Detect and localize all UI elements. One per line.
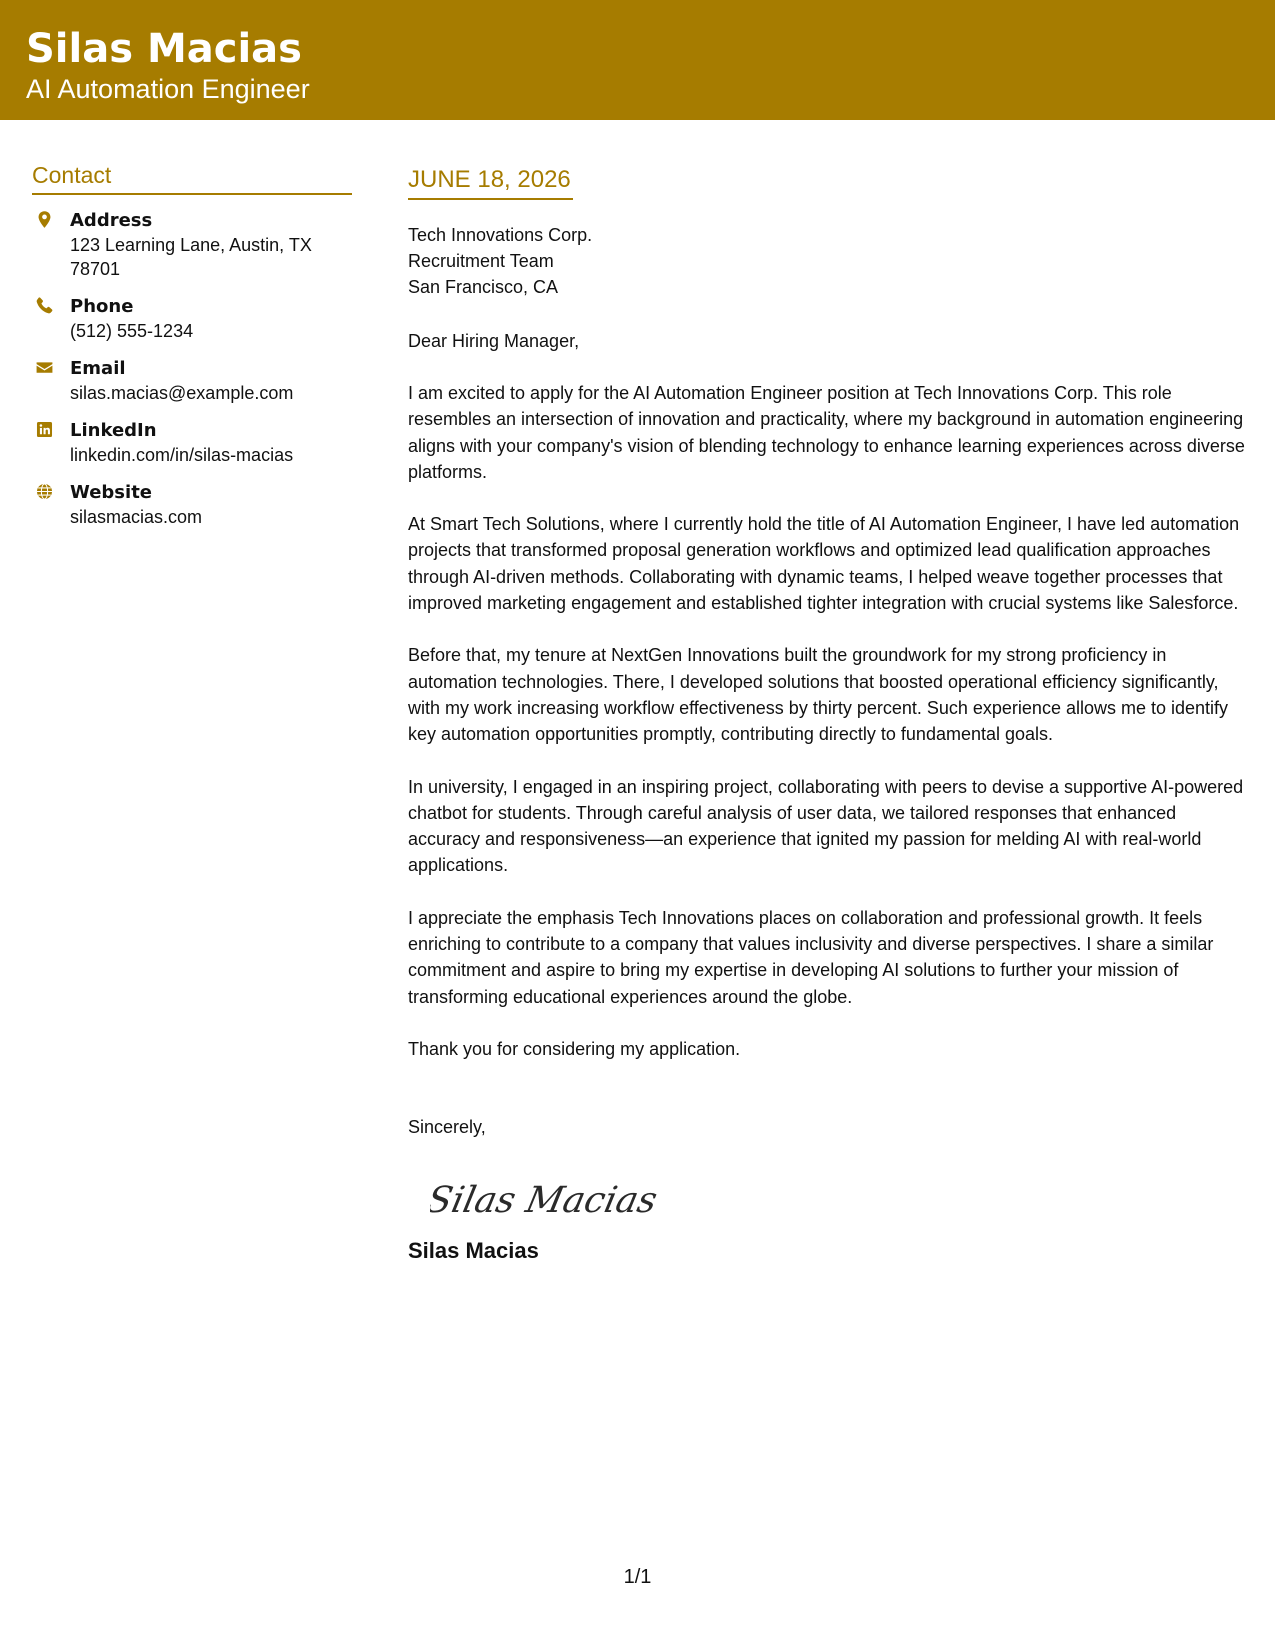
contact-website-value[interactable]: silasmacias.com (70, 507, 203, 527)
letter-date: JUNE 18, 2026 (408, 166, 573, 200)
contact-email-value[interactable]: silas.macias@example.com (70, 383, 294, 403)
paragraph-2: At Smart Tech Solutions, where I currently hold the title of AI Automation Engineer, I have led automation projects that transformed proposal generation workflows and optimized lead qualification approaches through AI-driven methods. Collaborating with dynamic teams, I helped weave together processes that improved marketing engagement and established tighter integration with crucial systems like Salesforce. (408, 514, 1240, 614)
paragraph-5: I appreciate the emphasis Tech Innovations places on collaboration and professional growth. It feels enriching to contribute to a company that values inclusivity and diverse perspectives. I share a similar commitment and aspire to bring my expertise in developing AI solutions to further your mission of transforming educational experiences around the globe. (408, 907, 1214, 1007)
contact-website (32, 481, 352, 529)
contact-email-label: Email (70, 358, 126, 379)
contact-address (32, 209, 352, 281)
envelope-icon (34, 357, 54, 377)
signer-name: Silas Macias (408, 1238, 539, 1264)
applicant-title: AI Automation Engineer (26, 74, 310, 104)
recipient-block (408, 222, 1248, 300)
page-number: 1/1 (623, 1566, 652, 1588)
header-banner (0, 0, 1275, 120)
phone-icon (34, 295, 54, 315)
contact-linkedin-label: LinkedIn (70, 420, 157, 441)
signature-image (430, 1170, 1248, 1230)
globe-icon (34, 481, 54, 501)
contact-phone-label: Phone (70, 296, 134, 317)
contact-linkedin-value[interactable]: linkedin.com/in/silas-macias (70, 445, 294, 465)
contact-phone-value[interactable]: (512) 555-1234 (70, 321, 194, 341)
paragraph-1: I am excited to apply for the AI Automation Engineer position at Tech Innovations Corp. This role resembles an intersection of innovation and practicality, where my background in automation engineering aligns with your company's vision of blending technology to enhance learning experiences across diverse platforms. (408, 383, 1245, 482)
contact-email (32, 357, 352, 405)
contact-address-label: Address (70, 210, 153, 231)
paragraph-3: Before that, my tenure at NextGen Innovations built the groundwork for my strong proficiency in automation technologies. There, I developed solutions that boosted operational efficiency significantly, with my work increasing workflow effectiveness by thirty percent. Such experience allows me to identify key automation opportunities promptly, contributing directly to fundamental goals. (408, 645, 1229, 745)
salutation: Dear Hiring Manager, (408, 331, 580, 351)
map-pin-icon (34, 209, 54, 229)
contact-sidebar (32, 162, 352, 543)
signature-text: Silas Macias (430, 1178, 662, 1222)
signature-drawing (430, 1170, 670, 1230)
recipient-team: Recruitment Team (408, 251, 554, 271)
recipient-location: San Francisco, CA (408, 277, 559, 297)
contact-address-value: 123 Learning Lane, Austin, TX 78701 (70, 235, 312, 279)
contact-website-label: Website (70, 482, 153, 503)
contact-linkedin (32, 419, 352, 467)
contact-phone (32, 295, 352, 343)
applicant-name: Silas Macias (26, 26, 302, 72)
contact-heading: Contact (32, 162, 352, 195)
paragraph-4: In university, I engaged in an inspiring project, collaborating with peers to devise a supportive AI-powered chatbot for students. Through careful analysis of user data, we tailored responses that enhanced accuracy and responsiveness—an experience that ignited my passion for melding AI with real-world applications. (408, 776, 1244, 876)
recipient-company: Tech Innovations Corp. (408, 225, 593, 245)
closing: Sincerely, (408, 1117, 486, 1138)
paragraph-6: Thank you for considering my application. (408, 1038, 741, 1059)
letter-body (408, 166, 1248, 1264)
linkedin-icon (34, 419, 54, 439)
